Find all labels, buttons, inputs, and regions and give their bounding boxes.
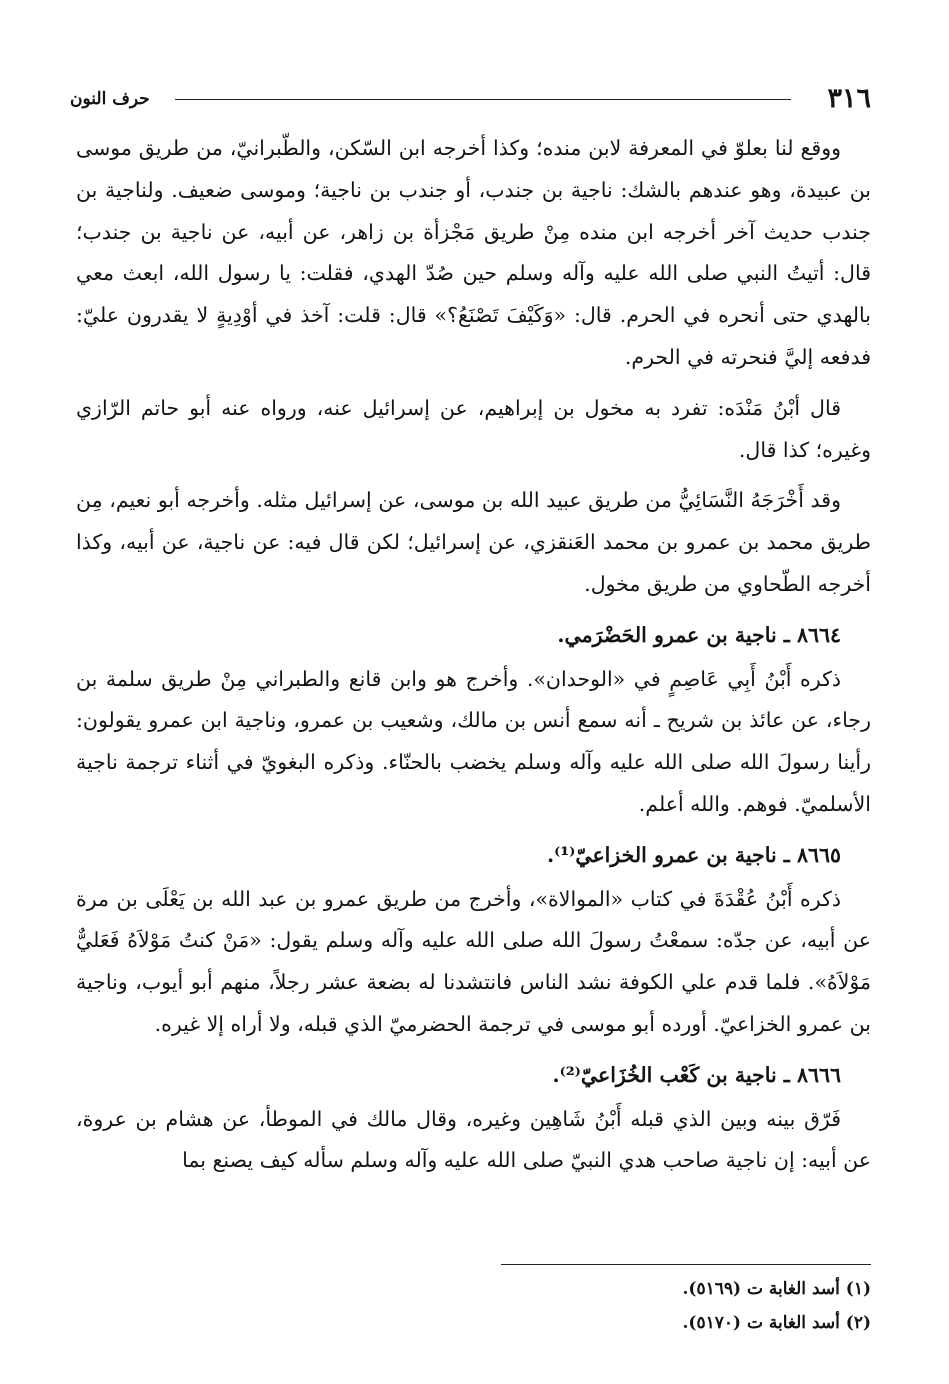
footnote-rule bbox=[501, 1264, 871, 1265]
paragraph: ذكره أَبْنُ أَبِي عَاصِمٍ في «الوحدان». وأخرج هو وابن قانع والطبراني مِنْ طريق سلمة بن رجاء، عن عائذ بن شريح ـ أنه سمع أنس بن مالك، وشعيب بن عمرو، وناجية ابن عمرو يقولون: رأينا رسولَ الله صلى الله عليه وآله وسلم يخضب بالحنّاء. وذكره البغويّ في أثناء ترجمة ناجية الأسلميّ. فوهم. والله أعلم. bbox=[76, 666, 871, 816]
footnotes bbox=[371, 1272, 871, 1340]
paragraph: فَرّق بينه وبين الذي قبله أَبْنُ شَاهِين وغيره، وقال مالك في الموطأ، عن هشام بن عروة، عن أبيه: إن ناجية صاحب هدي النبيّ صلى الله عليه وآله وسلم سأله كيف يصنع بما bbox=[76, 1106, 871, 1173]
page-number: ٣١٦ bbox=[827, 83, 871, 114]
entry-heading: ٨٦٦٤ ـ ناجية بن عمرو الحَضْرَمي. bbox=[557, 622, 841, 647]
running-header bbox=[70, 82, 871, 122]
paragraph: وقد أَخْرَجَهُ النَّسَائِيُّ من طريق عبيد الله بن موسى، عن إسرائيل مثله. وأخرجه أبو نعيم، مِن طريق محمد بن عمرو بن محمد العَنقزي، عن إسرائيل؛ لكن قال فيه: عن ناجية، عن أبيه، وكذا أخرجه الطّحاوي من طريق مخول. bbox=[76, 488, 871, 596]
main-text bbox=[76, 128, 871, 1182]
footnote: (٢) أسد الغابة ت (٥١٧٠). bbox=[682, 1313, 871, 1333]
header-rule bbox=[175, 99, 791, 100]
paragraph: ووقع لنا بعلوّ في المعرفة لابن منده؛ وكذا أخرجه ابن السّكن، والطّبرانيّ، من طريق موسى بن عبيدة، وهو عندهم بالشك: ناجية بن جندب، أو جندب بن ناجية؛ وموسى ضعيف. ولناجية بن جندب حديث آخر أخرجه ابن منده مِنْ طريق مَجْزأة بن زاهر، عن أبيه، عن ناجية بن جندب؛ قال: أتيتُ النبي صلى الله عليه وآله وسلم حين صُدّ الهدي، فقلت: يا رسول الله، ابعث معي بالهدي حتى أنحره في الحرم. قال: «وَكَيْفَ تَصْنَعُ؟» قال: قلت: آخذ في أوْدِيةٍ لا يقدرون عليّ: فدفعه إليَّ فنحرته في الحرم. bbox=[76, 136, 871, 369]
running-title: حرف النون bbox=[70, 89, 150, 109]
footnote: (١) أسد الغابة ت (٥١٦٩). bbox=[682, 1279, 871, 1299]
paragraph: ذكره أَبْنُ عُقْدَةَ في كتاب «الموالاة»، وأخرج من طريق عمرو بن عبد الله بن يَعْلَى بن مرة عن أبيه، عن جدّه: سمعْتُ رسولَ الله صلى الله عليه وآله وسلم يقول: «مَنْ كنتُ مَوْلاَهُ فَعَليٌّ مَوْلاَهُ». فلما قدم علي الكوفة نشد الناس فانتشدنا له بضعة عشر رجلاً، منهم أبو أيوب، وناجية بن عمرو الخزاعيّ. أورده أبو موسى في ترجمة الحضرميّ الذي قبله، ولا أراه إلا غيره. bbox=[76, 886, 871, 1036]
entry-heading: ٨٦٦٦ ـ ناجية بن كَعْب الخُزَاعيّ⁽²⁾. bbox=[552, 1062, 841, 1087]
paragraph: قال أبْنُ مَنْدَه: تفرد به مخول بن إبراهيم، عن إسرائيل عنه، ورواه عنه أبو حاتم الرّازي وغيره؛ كذا قال. bbox=[76, 395, 871, 462]
entry-heading: ٨٦٦٥ ـ ناجية بن عمرو الخزاعيّ⁽¹⁾. bbox=[547, 842, 841, 867]
